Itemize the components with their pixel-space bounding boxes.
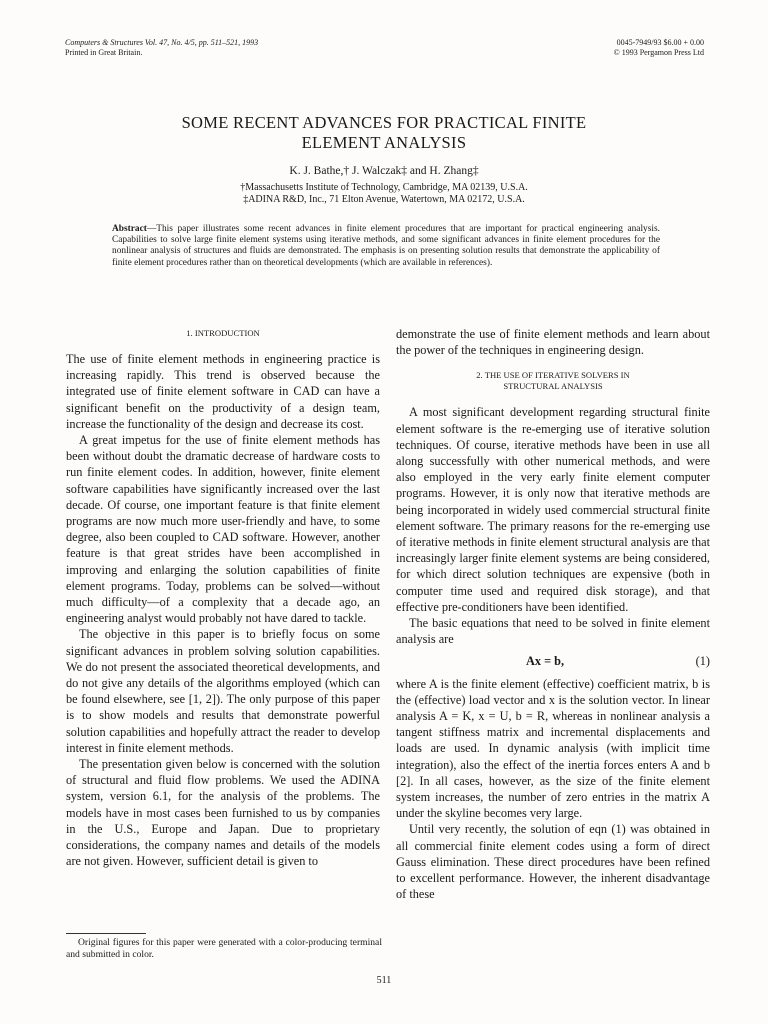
author-list: K. J. Bathe,† J. Walczak‡ and H. Zhang‡ bbox=[289, 165, 479, 177]
paragraph: A great impetus for the use of finite element methods has been without doubt the dramatic decrease of hardware costs to run finite element codes. In addition, however, finite element software capabilities have significantly increased over the last decade. Of course, one important feature is that finite element programs are now much more user-friendly and have, to some degree, also been coupled to CAD software. However, another feature is that great strides have been accomplished in improving and enlarging the solution capabilities of finite element programs. Today, problems can be solved—without much difficulty—of a complexity that a decade ago, an engineering analyst would probably not have dared to tackle. bbox=[66, 433, 380, 626]
equation-number: (1) bbox=[695, 654, 710, 669]
abstract bbox=[112, 224, 660, 269]
paragraph: A most significant development regarding structural finite element software is the re-emerging use of iterative solution techniques. Of course, iterative methods have been in use all along successfully with other numerical methods, and were also employed in the very early finite element computer programs. However, it is only now that iterative methods are being incorporated in widely used commercial structural finite element software. The primary reasons for the re-emerging use of iterative methods in finite element structural analysis are that increasingly larger finite element systems are being considered, for which direct solution techniques are expensive (both in computer time used and required disk storage), and that effective pre-conditioners have been identified. bbox=[396, 405, 710, 614]
paragraph: The use of finite element methods in engineering practice is increasing rapidly. This trend is observed because the integrated use of finite element software in CAD can have a significant benefit on the productivity of a design team, increase the functionality of the design and decrease its cost. bbox=[66, 352, 380, 431]
equation-body: Ax = b, bbox=[526, 654, 565, 669]
copyright: © 1993 Pergamon Press Ltd bbox=[613, 48, 704, 57]
equation-1 bbox=[396, 653, 710, 669]
printed-in: Printed in Great Britain. bbox=[65, 48, 143, 57]
paragraph: The presentation given below is concerned with the solution of structural and fluid flow problems. We used the ADINA system, version 6.1, for the analysis of the problems. The models have in most cases been furnished to us by companies in the U.S., Europe and Japan. Due to proprietary considerations, the company names and details of the models are not given. However, sufficient detail is given to bbox=[66, 757, 380, 869]
journal-header bbox=[65, 38, 258, 58]
title-line-1: SOME RECENT ADVANCES FOR PRACTICAL FINITE bbox=[181, 113, 587, 132]
affiliations bbox=[0, 182, 768, 206]
paragraph: The objective in this paper is to briefly focus on some significant advances in problem solving solution capabilities. We do not present the associated theoretical developments, and do not give any details of the algorithms employed (which can be found elsewhere, see [1, 2]). The only purpose of this paper is to show models and results that demonstrate powerful solution capabilities and hopefully attract the reader to develop interest in finite element methods. bbox=[66, 627, 380, 755]
right-column bbox=[396, 326, 710, 903]
section-heading-line-1: 2. THE USE OF ITERATIVE SOLVERS IN bbox=[476, 370, 630, 381]
price-code: 0045-7949/93 $6.00 + 0.00 bbox=[616, 38, 704, 47]
affiliation-1: †Massachusetts Institute of Technology, Cambridge, MA 02139, U.S.A. bbox=[240, 182, 528, 193]
section-heading-line-2: STRUCTURAL ANALYSIS bbox=[503, 381, 603, 392]
footnote: Original figures for this paper were generated with a color-producing terminal and submitted in color. bbox=[66, 937, 382, 960]
affiliation-2: ‡ADINA R&D, Inc., 71 Elton Avenue, Watertown, MA 02172, U.S.A. bbox=[243, 194, 525, 205]
abstract-text: —This paper illustrates some recent advances in finite element procedures that are important for practical engineering analysis. Capabilities to solve large finite element systems using iterative methods, and some significant advances in finite element procedures for the nonlinear analysis of structures and fluids are demonstrated. The emphasis is on presenting solution results that demonstrate the applicability of finite element procedures rather than on theoretical developments (which are available in references). bbox=[112, 224, 660, 268]
paragraph: The basic equations that need to be solved in finite element analysis are bbox=[396, 616, 710, 647]
page-number: 511 bbox=[376, 975, 392, 986]
paragraph: demonstrate the use of finite element methods and learn about the power of the techniques in engineering design. bbox=[396, 327, 710, 358]
paper-title bbox=[0, 113, 768, 153]
paragraph: where A is the finite element (effective) coefficient matrix, b is the (effective) load vector and x is the solution vector. In linear analysis A = K, x = U, b = R, whereas in nonlinear analysis a tangent stiffness matrix and incremental displacements and loads are used. In dynamic analysis (with implicit time integration), also the effect of the inertia forces enters A and b [2]. In all cases, however, as the size of the finite element system increases, the number of zero entries in the matrix A under the skyline becomes very large. bbox=[396, 676, 710, 821]
title-line-2: ELEMENT ANALYSIS bbox=[301, 133, 467, 152]
footnote-divider bbox=[66, 933, 146, 934]
journal-citation: Computers & Structures Vol. 47, No. 4/5, pp. 511–521, 1993 bbox=[65, 38, 259, 47]
paragraph: Until very recently, the solution of eqn (1) was obtained in all commercial finite element codes using a form of direct Gauss elimination. These direct procedures have been refined to excellent performance. However, the inherent disadvantage of these bbox=[396, 822, 710, 902]
abstract-label: Abstract bbox=[112, 224, 147, 234]
section-heading-introduction: 1. INTRODUCTION bbox=[186, 328, 260, 338]
copyright-header bbox=[614, 38, 704, 58]
section-heading-iterative-solvers bbox=[396, 370, 710, 392]
left-column bbox=[66, 326, 380, 870]
